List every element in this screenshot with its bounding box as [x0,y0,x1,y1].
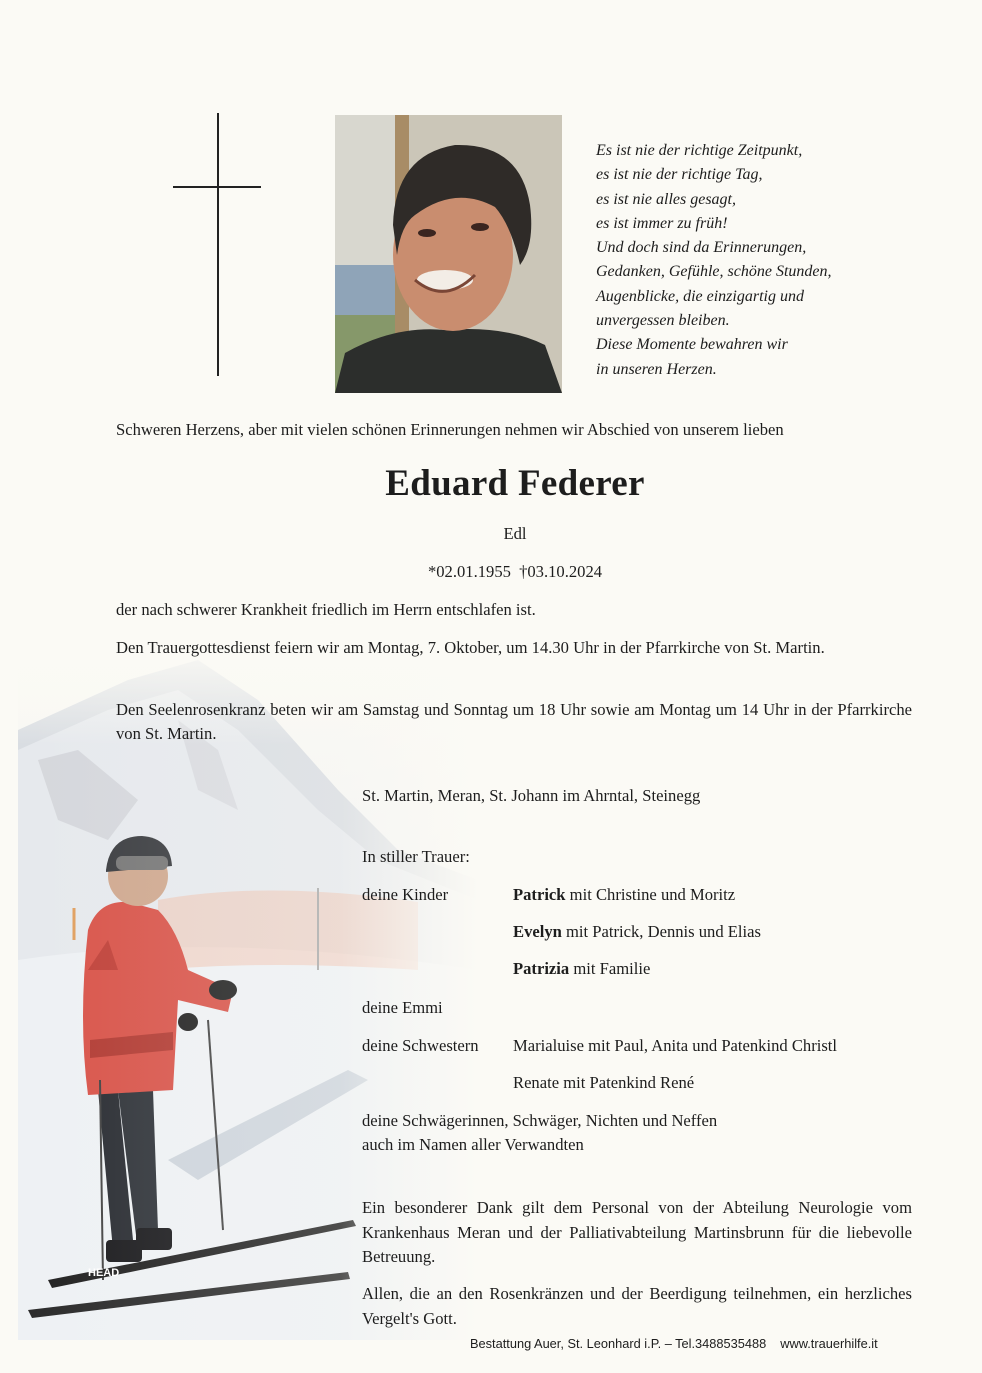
portrait-photo [335,115,562,393]
funeral-home-info: Bestattung Auer, St. Leonhard i.P. – Tel.3488535488 [470,1336,767,1351]
sister-entry: Renate mit Patenkind René [513,1073,695,1092]
sisters-label: deine Schwestern [362,1036,479,1055]
thanks-text: Allen, die an den Rosenkränzen und der Beerdigung teilnehmen, ein herzliches Vergelt's Gott. [362,1284,912,1328]
poem-line: unvergessen bleiben. [596,312,730,330]
rosary-text: Den Seelenrosenkranz beten wir am Samstag und Sonntag um 18 Uhr sowie am Montag um 14 Uhr in der Pfarrkirche von St. Martin. [116,700,912,743]
child-family: mit Christine und Moritz [565,885,736,904]
website-link[interactable]: www.trauerhilfe.it [780,1336,878,1351]
child-entry [513,922,761,942]
sister-entry: Marialuise mit Paul, Anita und Patenkind Christl [513,1036,838,1055]
child-entry [513,885,735,905]
poem [596,139,936,382]
cross-icon-bar [173,186,261,188]
partner-line: deine Emmi [362,998,443,1017]
gratitude-text: Ein besonderer Dank gilt dem Personal von der Abteilung Neurologie vom Krankenhaus Meran und der Palliativabteilung Martinsbrunn für die liebevolle Betreuung. [362,1198,912,1266]
children-label: deine Kinder [362,885,449,904]
child-name: Patrick [513,885,566,904]
passing-text: der nach schwerer Krankheit friedlich im Herrn entschlafen ist. [116,600,536,619]
nickname: Edl [503,524,527,543]
poem-line: es ist nie alles gesagt, [596,190,736,208]
child-family: mit Patrick, Dennis und Elias [561,922,761,941]
poem-line: in unseren Herzen. [596,360,717,378]
child-name: Evelyn [513,922,562,941]
child-family: mit Familie [569,959,651,978]
mourning-heading: In stiller Trauer: [362,847,470,866]
footer [470,1336,878,1351]
birth-date: *02.01.1955 [427,562,511,581]
relatives-line: auch im Namen aller Verwandten [362,1135,584,1154]
poem-line: Und doch sind da Erinnerungen, [596,239,807,257]
places-line: St. Martin, Meran, St. Johann im Ahrntal, Steinegg [362,786,701,805]
deceased-name: Eduard Federer [385,463,645,504]
poem-line: Es ist nie der richtige Zeitpunkt, [596,142,803,159]
intro-text: Schweren Herzens, aber mit vielen schönen Erinnerungen nehmen wir Abschied von unserem lieben [116,420,784,439]
child-name: Patrizia [513,959,570,978]
child-entry [513,959,650,979]
cross-icon [217,113,219,376]
poem-line: es ist nie der richtige Tag, [596,166,763,184]
poem-line: Gedanken, Gefühle, schöne Stunden, [596,263,832,281]
funeral-service-text: Den Trauergottesdienst feiern wir am Montag, 7. Oktober, um 14.30 Uhr in der Pfarrkirche von St. Martin. [116,638,825,657]
relatives-line: deine Schwägerinnen, Schwäger, Nichten und Neffen [362,1111,718,1130]
poem-line: Diese Momente bewahren wir [596,336,788,354]
poem-line: Augenblicke, die einzigartig und [596,287,804,305]
life-dates [0,562,982,582]
poem-line: es ist immer zu früh! [596,214,728,232]
death-date: †03.10.2024 [519,562,603,581]
